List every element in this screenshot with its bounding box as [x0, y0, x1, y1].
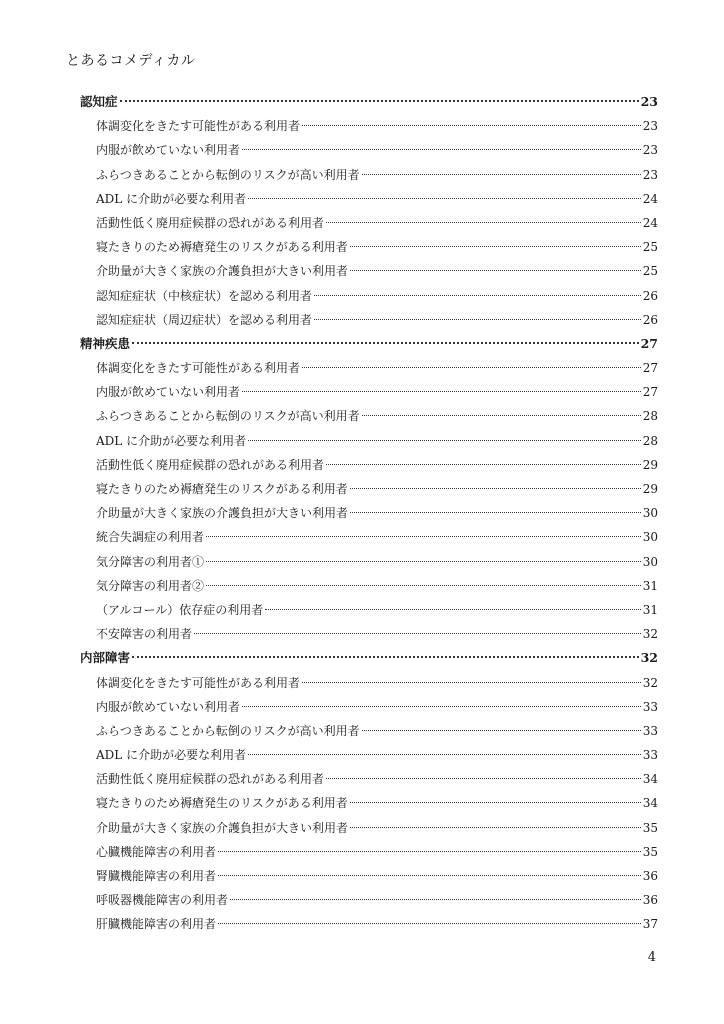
dot-leader	[194, 633, 641, 634]
dot-leader	[230, 899, 641, 900]
toc-entry-row	[80, 187, 658, 211]
toc-page-number: 23	[642, 167, 658, 182]
toc-entry-row	[80, 308, 658, 332]
toc-page-number: 23	[640, 94, 658, 109]
toc-entry-label: 認知症症状（周辺症状）を認める利用者	[96, 312, 313, 327]
toc-page-number: 33	[642, 699, 658, 714]
toc-entry-label: 体調変化をきたす可能性がある利用者	[96, 119, 301, 134]
dot-leader	[362, 730, 641, 731]
dot-leader	[302, 125, 641, 126]
toc-entry-row	[80, 912, 658, 936]
dot-leader	[218, 851, 641, 852]
toc-entry-row	[80, 259, 658, 283]
toc-entry-label: 肝臓機能障害の利用者	[96, 917, 217, 932]
toc-entry-row	[80, 864, 658, 888]
toc-entry-row	[80, 138, 658, 162]
toc-entry-row	[80, 356, 658, 380]
toc-entry-label: 統合失調症の利用者	[96, 530, 205, 545]
toc-entry-row	[80, 598, 658, 622]
dot-leader	[248, 198, 641, 199]
toc-entry-row	[80, 235, 658, 259]
dot-leader	[362, 415, 641, 416]
toc-page-number: 36	[642, 893, 658, 908]
toc-page-number: 28	[642, 433, 658, 448]
toc-page-number: 34	[642, 796, 658, 811]
dot-leader	[302, 367, 641, 368]
toc-entry-label: 介助量が大きく家族の介護負担が大きい利用者	[96, 506, 349, 521]
toc-entry-row	[80, 743, 658, 767]
toc-entry-label: 呼吸器機能障害の利用者	[96, 893, 229, 908]
toc-entry-row	[80, 163, 658, 187]
dot-leader	[302, 682, 641, 683]
dot-leader	[248, 440, 641, 441]
toc-page-number: 24	[642, 191, 658, 206]
toc-entry-label: 介助量が大きく家族の介護負担が大きい利用者	[96, 820, 349, 835]
toc-entry-row	[80, 211, 658, 235]
dot-leader	[350, 270, 641, 271]
toc-entry-row	[80, 114, 658, 138]
toc-entry-row	[80, 574, 658, 598]
toc-entry-row	[80, 719, 658, 743]
toc-page-number: 35	[642, 820, 658, 835]
dot-leader	[265, 609, 640, 610]
toc-page-number: 27	[642, 361, 658, 376]
dot-leader	[206, 561, 641, 562]
toc-entry-label: ふらつきあることから転倒のリスクが高い利用者	[96, 409, 360, 424]
toc-entry-label: ふらつきあることから転倒のリスクが高い利用者	[96, 167, 360, 182]
toc-entry-label: 内服が飲めていない利用者	[96, 699, 241, 714]
toc-section-title: 精神疾患	[80, 335, 131, 351]
toc-page-number: 23	[642, 119, 658, 134]
dot-leader	[242, 391, 641, 392]
dot-leader	[350, 512, 641, 513]
toc-page-number: 32	[642, 627, 658, 642]
dot-leader	[350, 488, 641, 489]
dot-leader	[120, 100, 639, 102]
toc-entry-label: 心臓機能障害の利用者	[96, 844, 217, 859]
toc-page-number: 27	[642, 385, 658, 400]
dot-leader	[350, 802, 641, 803]
toc-section-title: 認知症	[80, 94, 118, 109]
toc-entry-label: 内服が飲めていない利用者	[96, 385, 241, 400]
dot-leader	[248, 754, 641, 755]
dot-leader	[326, 464, 641, 465]
toc-page-number: 31	[642, 578, 658, 593]
dot-leader	[314, 319, 641, 320]
toc-page-number: 25	[642, 264, 658, 279]
toc-section-row	[80, 646, 658, 670]
toc-page-number: 32	[642, 675, 658, 690]
toc-entry-row	[80, 671, 658, 695]
document-header-title: とあるコメディカル	[66, 53, 196, 69]
toc-page-number: 29	[642, 482, 658, 496]
page-number: 4	[647, 950, 656, 965]
toc-entry-row	[80, 453, 658, 477]
toc-page-number: 32	[640, 650, 658, 666]
toc-entry-label: 寝たきりのため褥瘡発生のリスクがある利用者	[96, 240, 348, 255]
toc-entry-label: ADL に介助が必要な利用者	[96, 433, 247, 448]
toc-page-number: 34	[642, 772, 658, 787]
toc-page-number: 35	[642, 844, 658, 859]
toc-entry-label: 寝たきりのため褥瘡発生のリスクがある利用者	[96, 796, 348, 811]
toc-page-number: 30	[642, 506, 658, 521]
dot-leader	[242, 706, 641, 707]
toc-entry-row	[80, 791, 658, 815]
toc-entry-label: 寝たきりのため褥瘡発生のリスクがある利用者	[96, 482, 348, 496]
toc-entry-row	[80, 429, 658, 453]
toc-entry-label: 活動性低く廃用症候群の恐れがある利用者	[96, 215, 325, 230]
toc-entry-row	[80, 840, 658, 864]
toc-section-row	[80, 332, 658, 356]
toc-page-number: 24	[642, 215, 658, 230]
toc-section-row	[80, 90, 658, 114]
dot-leader	[314, 295, 641, 296]
toc-entry-label: 不安障害の利用者	[96, 627, 193, 642]
dot-leader	[242, 149, 641, 150]
dot-leader	[326, 778, 641, 779]
dot-leader	[362, 174, 641, 175]
toc-entry-row	[80, 501, 658, 525]
toc-page-number: 33	[642, 723, 658, 738]
toc-entry-label: ADL に介助が必要な利用者	[96, 748, 247, 763]
toc-entry-label: 気分障害の利用者②	[96, 578, 205, 593]
toc-entry-row	[80, 816, 658, 840]
toc-page-number: 29	[642, 457, 658, 472]
dot-leader	[326, 222, 641, 223]
toc-page-number: 37	[642, 917, 658, 932]
table-of-contents	[80, 90, 658, 937]
toc-entry-label: 活動性低く廃用症候群の恐れがある利用者	[96, 772, 325, 787]
toc-page-number: 30	[642, 554, 658, 569]
toc-entry-row	[80, 767, 658, 791]
toc-page-number: 28	[642, 409, 658, 424]
toc-entry-label: ADL に介助が必要な利用者	[96, 191, 247, 206]
toc-entry-label: 内服が飲めていない利用者	[96, 143, 241, 158]
toc-section-title: 内部障害	[80, 650, 131, 666]
toc-entry-label: 活動性低く廃用症候群の恐れがある利用者	[96, 457, 325, 472]
dot-leader	[218, 923, 641, 924]
toc-entry-label: 体調変化をきたす可能性がある利用者	[96, 361, 301, 376]
toc-page-number: 31	[642, 602, 658, 617]
toc-entry-row	[80, 622, 658, 646]
toc-entry-label: 体調変化をきたす可能性がある利用者	[96, 675, 301, 690]
dot-leader	[132, 656, 639, 658]
toc-page-number: 26	[642, 312, 658, 327]
toc-entry-label: 気分障害の利用者①	[96, 554, 205, 569]
toc-entry-row	[80, 284, 658, 308]
toc-entry-row	[80, 695, 658, 719]
toc-page-number: 30	[642, 530, 658, 545]
toc-entry-row	[80, 550, 658, 574]
toc-entry-row	[80, 380, 658, 404]
dot-leader	[218, 875, 641, 876]
toc-page-number: 25	[642, 240, 658, 255]
toc-entry-row	[80, 404, 658, 428]
toc-entry-row	[80, 525, 658, 549]
toc-page-number: 33	[642, 748, 658, 763]
toc-page-number: 36	[642, 869, 658, 883]
toc-entry-row	[80, 477, 658, 501]
toc-entry-label: 認知症症状（中核症状）を認める利用者	[96, 288, 313, 303]
toc-entry-label: ふらつきあることから転倒のリスクが高い利用者	[96, 723, 360, 738]
toc-entry-row	[80, 888, 658, 912]
dot-leader	[132, 342, 639, 344]
toc-entry-label: （アルコール）依存症の利用者	[96, 602, 264, 617]
toc-page-number: 27	[640, 335, 658, 351]
dot-leader	[350, 827, 641, 828]
toc-page-number: 23	[642, 143, 658, 158]
toc-entry-label: 腎臓機能障害の利用者	[96, 869, 217, 883]
dot-leader	[350, 246, 641, 247]
dot-leader	[206, 536, 641, 537]
toc-entry-label: 介助量が大きく家族の介護負担が大きい利用者	[96, 264, 349, 279]
dot-leader	[206, 585, 641, 586]
toc-page-number: 26	[642, 288, 658, 303]
